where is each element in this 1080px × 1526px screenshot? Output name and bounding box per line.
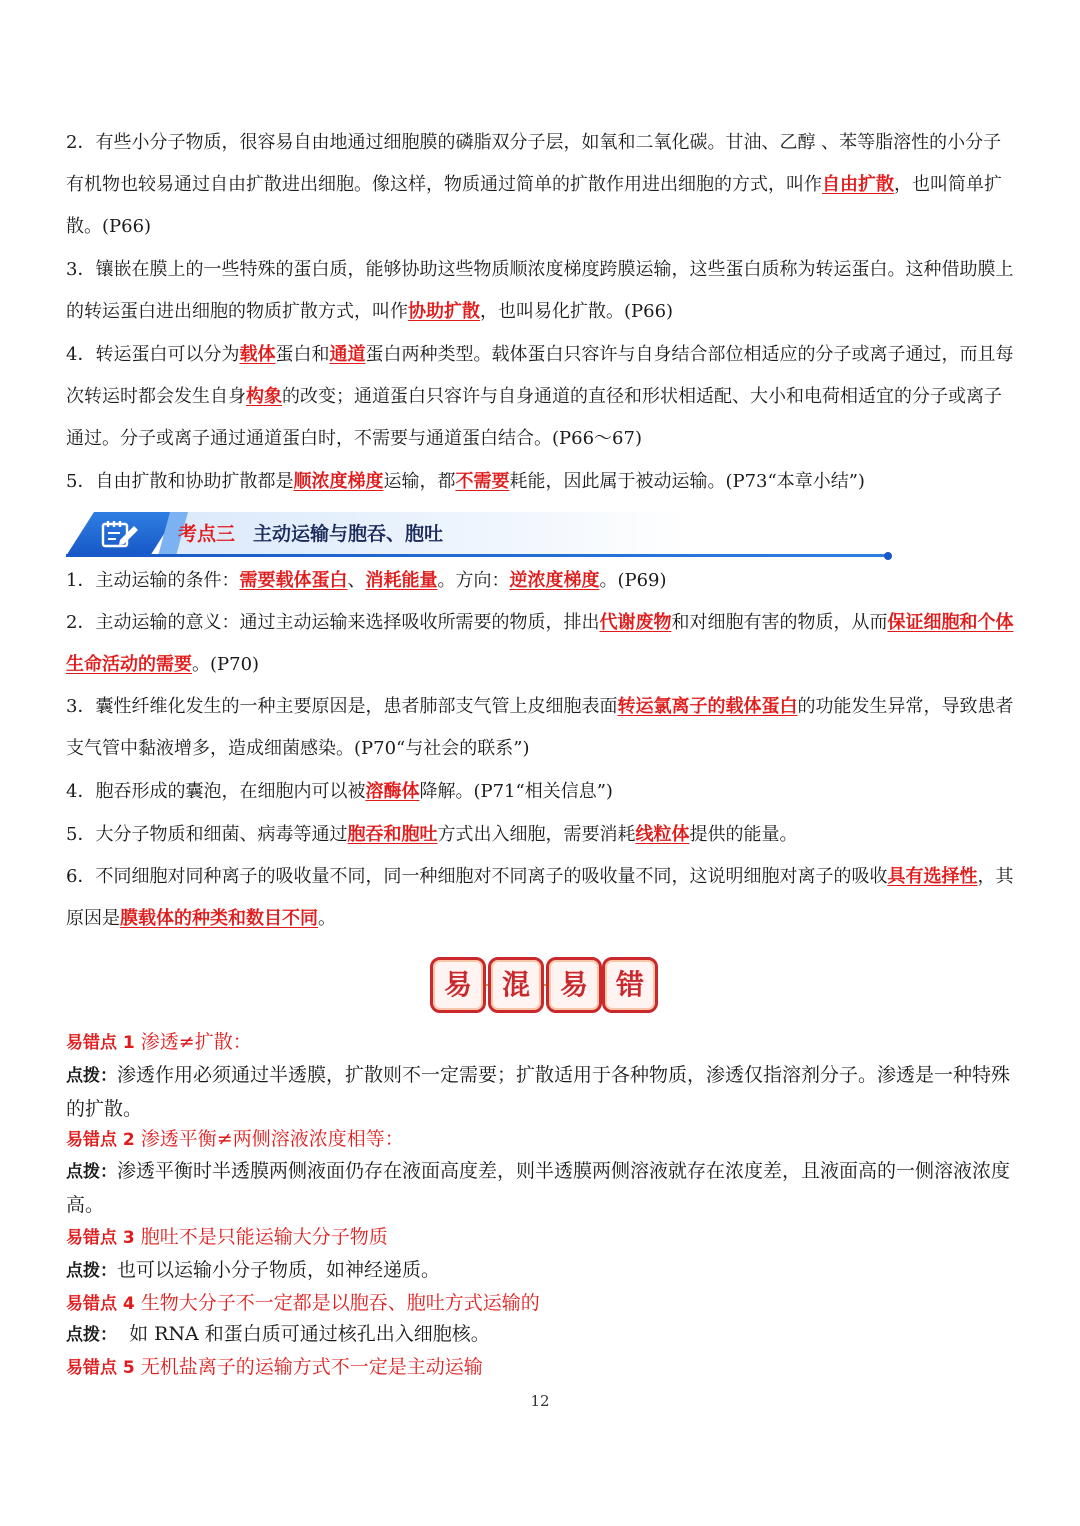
error-point-title [66, 1288, 1016, 1319]
text: 5．自由扩散和协助扩散都是 [66, 471, 294, 492]
paragraph-cystic-fibrosis [66, 686, 1016, 770]
text: 蛋白和 [275, 344, 330, 365]
key-term: 自由扩散 [822, 174, 894, 195]
error-point-title [66, 1352, 1016, 1383]
tip-text: 也可以运输小分子物质，如神经递质。 [117, 1259, 441, 1281]
error-point-text: 生物大分子不一定都是以胞吞、胞吐方式运输的 [140, 1292, 540, 1314]
paragraph-transport-proteins [66, 334, 1016, 460]
text: 降解。(P71“相关信息”) [419, 781, 613, 802]
error-point-title [66, 1222, 1016, 1253]
text: 、 [347, 570, 366, 591]
key-term: 转运氯离子的载体蛋白 [617, 696, 798, 717]
key-term: 不需要 [455, 471, 510, 492]
key-term: 具有选择性 [887, 866, 978, 887]
paragraph-passive-transport [66, 461, 1016, 503]
tip-label: 点拨： [66, 1066, 117, 1086]
text: 的功能发生异常，导致患者支气管中黏液增多，造成细菌感染。(P70“与社会的联系”) [66, 696, 1014, 759]
key-term: 逆浓度梯度 [509, 570, 600, 591]
section-title [178, 512, 443, 556]
key-term: 代谢废物 [599, 612, 672, 633]
section-underline-dot [884, 552, 892, 560]
text: 5．大分子物质和细菌、病毒等通过 [66, 824, 348, 845]
section-underline [66, 554, 888, 557]
banner-char: 混 [488, 957, 544, 1013]
text: 。方向： [437, 570, 510, 591]
key-term: 胞吞和胞吐 [347, 824, 438, 845]
key-term: 载体 [239, 344, 276, 365]
section-title-text: 主动运输与胞吞、胞吐 [253, 523, 444, 545]
error-point-tip [66, 1318, 1016, 1352]
error-point-label: 易错点 3 [66, 1228, 135, 1248]
paragraph-active-transport-conditions [66, 560, 1016, 602]
text: ，也叫易化扩散。(P66) [480, 301, 674, 322]
key-term: 需要载体蛋白 [239, 570, 348, 591]
text: 3．镶嵌在膜上的一些特殊的蛋白质，能够协助这些物质顺浓度梯度跨膜运输，这些蛋白质称为转运蛋白。这种借助膜上的转运蛋白进出细胞的物质扩散方式，叫作 [66, 259, 1014, 322]
text: 6．不同细胞对同种离子的吸收量不同，同一种细胞对不同离子的吸收量不同，这说明细胞对离子的吸收 [66, 866, 888, 887]
key-term: 溶酶体 [365, 781, 420, 802]
text: 。 [318, 908, 336, 929]
paragraph-free-diffusion [66, 122, 1016, 248]
error-point-title [66, 1124, 1016, 1155]
error-point-text: 无机盐离子的运输方式不一定是主动运输 [140, 1356, 483, 1378]
paragraph-endocytosis-vesicle [66, 771, 1016, 813]
text: 3．囊性纤维化发生的一种主要原因是，患者肺部支气管上皮细胞表面 [66, 696, 618, 717]
text: 2．主动运输的意义：通过主动运输来选择吸收所需要的物质，排出 [66, 612, 600, 633]
tip-text: 渗透平衡时半透膜两侧液面仍存在液面高度差，则半透膜两侧溶液就存在浓度差，且液面高的一侧溶液浓度高。 [66, 1160, 1011, 1216]
section-number: 考点三 [178, 523, 236, 545]
key-term: 构象 [246, 386, 282, 407]
banner-char: 易 [430, 957, 486, 1013]
paragraph-active-transport-significance [66, 602, 1016, 686]
text: ，也叫简单扩散。(P66) [66, 174, 1002, 237]
text: ，其原因是 [66, 866, 1014, 929]
error-point-tip [66, 1155, 1016, 1222]
text: 耗能，因此属于被动运输。(P73“本章小结”) [509, 471, 865, 492]
error-point-label: 易错点 4 [66, 1294, 135, 1314]
key-term: 膜载体的种类和数目不同 [120, 908, 318, 929]
text: 1．主动运输的条件： [66, 570, 240, 591]
error-point-text: 胞吐不是只能运输大分子物质 [140, 1226, 388, 1248]
paragraph-facilitated-diffusion [66, 249, 1016, 333]
page-number: 12 [530, 1392, 550, 1410]
tip-text: 如 RNA 和蛋白质可通过核孔出入细胞核。 [117, 1323, 490, 1345]
error-point-label: 易错点 5 [66, 1358, 135, 1378]
text: 2．有些小分子物质，很容易自由地通过细胞膜的磷脂双分子层，如氧和二氧化碳。甘油、乙醇 、苯等脂溶性的小分子有机物也较易通过自由扩散进出细胞。像这样，物质通过简单的扩散作用进出细胞的方式，叫作 [66, 132, 1002, 195]
key-term: 顺浓度梯度 [293, 471, 384, 492]
notepad-pencil-icon [100, 520, 140, 548]
error-point-label: 易错点 1 [66, 1033, 135, 1053]
error-point-text: 渗透≠扩散： [140, 1031, 252, 1053]
key-term: 线粒体 [635, 824, 690, 845]
text: 方式出入细胞，需要消耗 [437, 824, 636, 845]
tip-label: 点拨： [66, 1261, 117, 1281]
text: 运输，都 [383, 471, 456, 492]
text: 和对细胞有害的物质，从而 [671, 612, 888, 633]
key-term: 消耗能量 [365, 570, 438, 591]
paragraph-selective-absorption [66, 856, 1016, 940]
key-term: 协助扩散 [408, 301, 480, 322]
text: 4．胞吞形成的囊泡，在细胞内可以被 [66, 781, 366, 802]
text: 蛋白两种类型。载体蛋白只容许与自身结合部位相适应的分子或离子通过，而且每次转运时都会发生自身 [66, 344, 1014, 407]
text: 4．转运蛋白可以分为 [66, 344, 240, 365]
error-point-text: 渗透平衡≠两侧溶液浓度相等： [140, 1128, 404, 1150]
paragraph-endocytosis-exocytosis [66, 814, 1016, 856]
tip-label: 点拨： [66, 1162, 117, 1182]
text: 提供的能量。 [689, 824, 798, 845]
section-header [66, 512, 892, 556]
error-point-tip [66, 1059, 1016, 1126]
text: 。(P69) [599, 570, 667, 591]
text: 的改变；通道蛋白只容许与自身通道的直径和形状相适配、大小和电荷相适宜的分子或离子通过。分子或离子通过通道蛋白时，不需要与通道蛋白结合。(P66～67) [66, 386, 1002, 449]
tip-label: 点拨： [66, 1325, 117, 1345]
key-term: 保证细胞和个体生命活动的需要 [66, 612, 1014, 675]
error-point-label: 易错点 2 [66, 1130, 135, 1150]
error-point-tip [66, 1254, 1016, 1288]
tip-text: 渗透作用必须通过半透膜，扩散则不一定需要；扩散适用于各种物质，渗透仅指溶剂分子。渗透是一种特殊的扩散。 [66, 1064, 1011, 1120]
text: 。(P70) [192, 654, 260, 675]
error-point-title [66, 1027, 1016, 1058]
key-term: 通道 [329, 344, 366, 365]
common-mistakes-banner [430, 957, 655, 1013]
banner-char: 错 [602, 957, 658, 1013]
banner-char: 易 [546, 957, 602, 1013]
